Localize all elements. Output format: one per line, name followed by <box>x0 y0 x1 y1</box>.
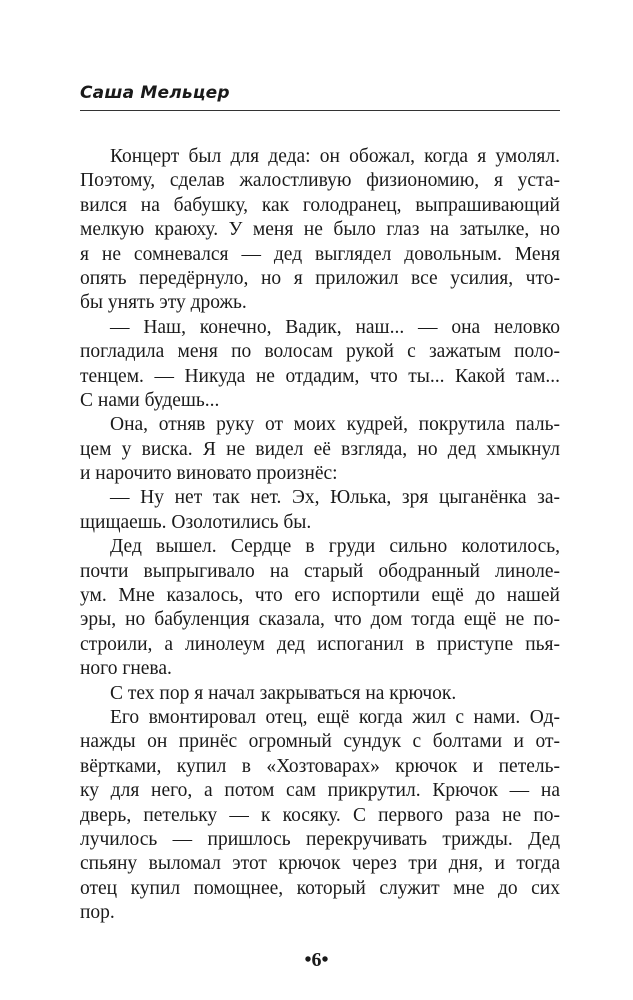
text-line: цем у виска. Я не видел её взгляда, но дед хмыкнул <box>80 438 560 460</box>
text-line: тенцем. — Никуда не отдадим, что ты... Какой там... <box>80 365 560 387</box>
text-line: ум. Мне казалось, что его испортили ещё до нашей <box>80 585 560 607</box>
text-line: лучилось — пришлось перекручивать трижды. Дед <box>80 828 560 850</box>
body-text <box>80 145 560 926</box>
text-line: Его вмонтировал отец, ещё когда жил с нами. Од- <box>110 706 560 728</box>
text-line: ку для него, а потом сам прикрутил. Крючок — на <box>80 780 560 802</box>
text-line: вёртками, купил в «Хозтоварах» крючок и петель- <box>80 755 560 777</box>
text-line: я не сомневался — дед выглядел довольным. Меня <box>80 243 560 265</box>
text-line: и нарочито виновато произнёс: <box>80 463 338 485</box>
text-line: пор. <box>80 902 115 924</box>
text-line: мелкую краюху. У меня не было глаз на затылке, но <box>80 219 560 241</box>
running-title: Саша Мельцер <box>80 83 230 103</box>
text-line: строили, а линолеум дед испоганил в приступе пья- <box>80 633 560 655</box>
text-line: бы унять эту дрожь. <box>80 292 247 314</box>
text-line: нажды он принёс огромный сундук с болтами и от- <box>80 731 560 753</box>
text-line: отец купил помощнее, который служит мне до сих <box>80 877 560 899</box>
text-line: почти выпрыгивало на старый ободранный линоле- <box>80 560 560 582</box>
text-line: дверь, петельку — к косяку. С первого раза не по- <box>80 804 560 826</box>
text-line: С нами будешь... <box>80 389 220 411</box>
text-line: Поэтому, сделав жалостливую физиономию, я уста- <box>80 170 560 192</box>
text-line: опять передёрнуло, но я приложил все усилия, что- <box>80 267 560 289</box>
text-line: Она, отняв руку от моих кудрей, покрутила паль- <box>110 414 560 436</box>
text-line: вился на бабушку, как голодранец, выпрашивающий <box>80 194 560 216</box>
text-line: щищаешь. Озолотились бы. <box>80 511 312 533</box>
text-line: эры, но бабуленция сказала, что дом тогда ещё не по- <box>80 609 560 631</box>
text-line: спьяну выломал этот крючок через три дня, и тогда <box>80 853 560 875</box>
header-rule <box>80 110 560 111</box>
text-line: Дед вышел. Сердце в груди сильно колотилось, <box>110 536 560 558</box>
text-line: С тех пор я начал закрываться на крючок. <box>110 682 457 704</box>
text-line: — Наш, конечно, Вадик, наш... — она неловко <box>110 316 560 338</box>
text-line: — Ну нет так нет. Эх, Юлька, зря цыганёнка за- <box>110 487 560 509</box>
page-number: •6• <box>304 949 329 971</box>
text-line: погладила меня по волосам рукой с зажатым поло- <box>80 341 560 363</box>
text-line: ного гнева. <box>80 658 172 680</box>
text-line: Концерт был для деда: он обожал, когда я умолял. <box>110 146 560 167</box>
